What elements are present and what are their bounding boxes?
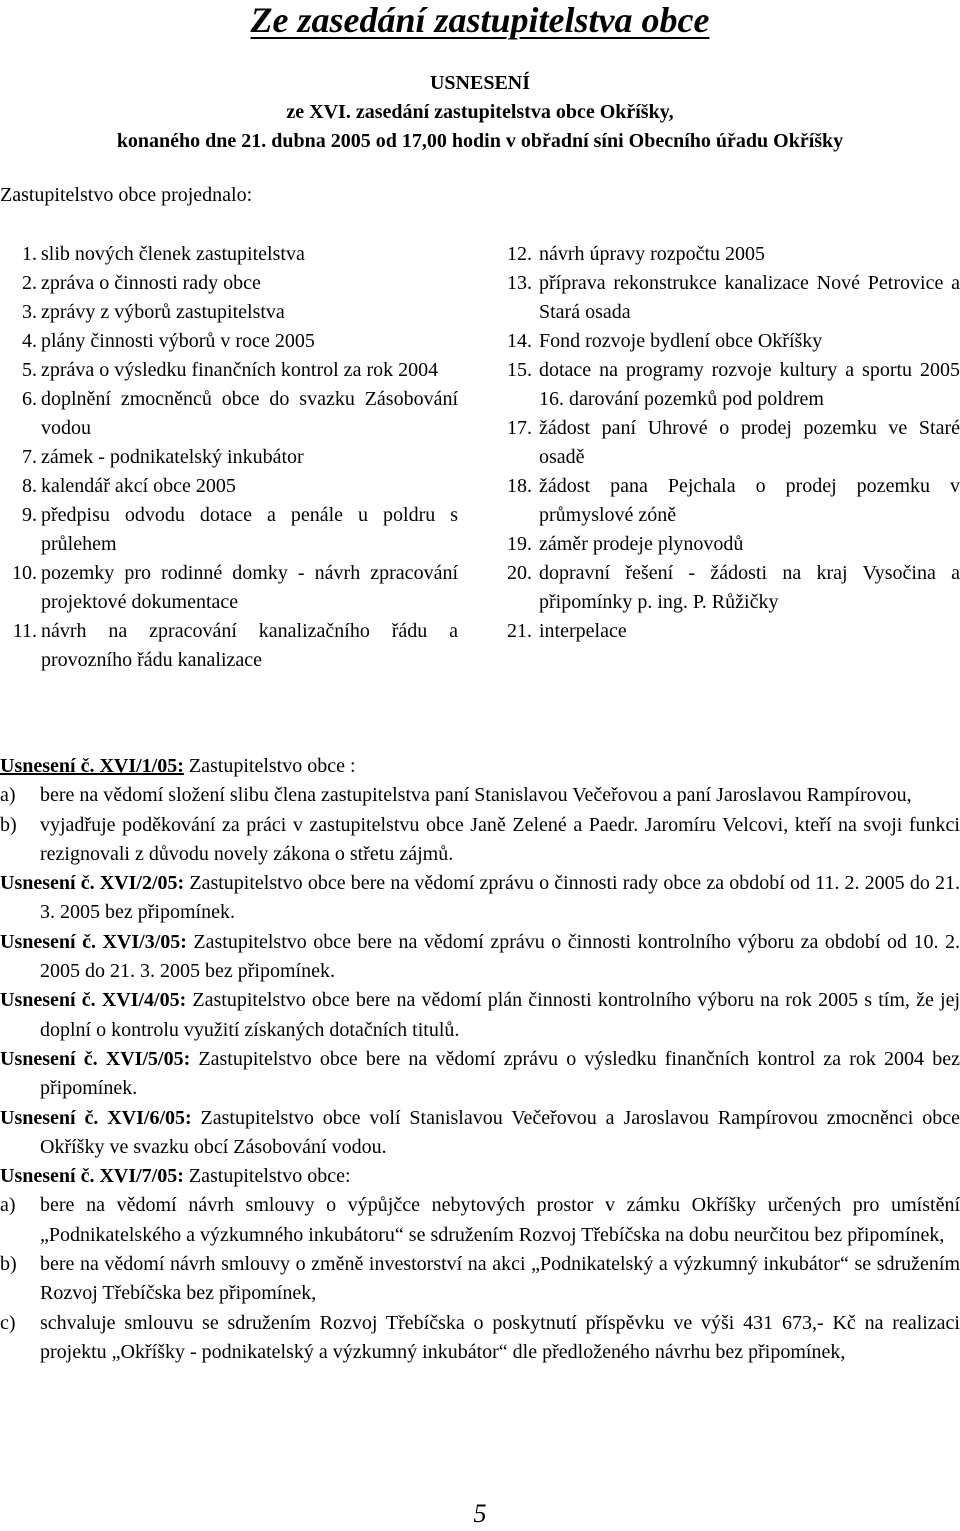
agenda-item-text: pozemky pro rodinné domky - návrh zpracování projektové dokumentace <box>41 562 458 613</box>
resolution-text: Zastupitelstvo obce bere na vědomí zprávu o činnosti kontrolního výboru za období od 10. 2. 2005 do 21. 3. 2005 bez připomínek. <box>40 930 960 983</box>
agenda-item-text: dotace na programy rozvoje kultury a sportu 2005 16. darování pozemků pod poldrem <box>539 359 960 410</box>
subitem-text: bere na vědomí návrh smlouvy o změně investorství na akci „Podnikatelský a výzkumný inkubátor“ se sdružením Rozvoj Třebíčska bez připomínek, <box>40 1253 960 1305</box>
resolution-subitem <box>0 781 960 810</box>
subitem-text: vyjadřuje poděkování za práci v zastupitelstvu obce Janě Zelené a Paedr. Jaromíru Velcovi, kteří na svoji funkci rezignovali z důvodu novely zákona o střetu zájmů. <box>40 813 960 865</box>
agenda-item <box>496 269 960 327</box>
agenda-intro: Zastupitelstvo obce projednalo: <box>0 184 253 206</box>
agenda-item <box>0 298 458 327</box>
agenda-item <box>496 617 960 646</box>
resolution-label: Usnesení č. XVI/2/05: <box>0 872 185 895</box>
agenda-item <box>0 356 458 385</box>
subitem-text: bere na vědomí složení slibu člena zastupitelstva paní Stanislavou Večeřovou a paní Jaroslavou Rampírovou, <box>40 784 912 807</box>
agenda-item-text: interpelace <box>539 620 627 642</box>
agenda-item-number: 6. <box>22 388 37 410</box>
resolution-2 <box>0 869 960 928</box>
agenda-item-number: 7. <box>22 446 37 468</box>
agenda-item-text: zámek - podnikatelský inkubátor <box>41 446 304 468</box>
subitem-letter: b) <box>0 813 17 836</box>
agenda-item <box>496 240 960 269</box>
resolution-label: Usnesení č. XVI/4/05: <box>0 989 187 1012</box>
agenda-item-number: 5. <box>22 359 37 381</box>
agenda-item-text: dopravní řešení - žádosti na kraj Vysočina a připomínky p. ing. P. Růžičky <box>539 562 960 613</box>
agenda-item <box>0 617 458 675</box>
subitem-text: bere na vědomí návrh smlouvy o výpůjčce nebytových prostor v zámku Okříšky určených pro umístění „Podnikatelského a výzkumného inkubátoru“ se sdružením Rozvoj Třebíčska na dobu neurčitou bez připomínek, <box>40 1194 960 1246</box>
resolution-text: Zastupitelstvo obce bere na vědomí zprávu o činnosti rady obce za období od 11. 2. 2005 do 21. 3. 2005 bez připomínek. <box>40 872 960 924</box>
agenda-item-number: 9. <box>22 504 37 526</box>
agenda-item-text: žádost pana Pejchala o prodej pozemku v průmyslové zóně <box>539 475 960 526</box>
agenda-item-text: žádost paní Uhrové o prodej pozemku ve Staré osadě <box>539 417 960 468</box>
resolution-1 <box>0 752 960 781</box>
subitem-letter: a) <box>0 784 16 807</box>
resolution-label: Usnesení č. XVI/6/05: <box>0 1106 192 1129</box>
agenda-item <box>0 240 458 269</box>
agenda-item-text: příprava rekonstrukce kanalizace Nové Petrovice a Stará osada <box>539 272 960 323</box>
agenda-item-number: 1. <box>22 243 37 265</box>
agenda-item <box>0 443 458 472</box>
resolution-subitem <box>0 1309 960 1368</box>
agenda-item-number: 15. <box>507 359 532 381</box>
agenda-item-number: 3. <box>22 301 37 323</box>
resolution-text: Zastupitelstvo obce : <box>183 755 356 777</box>
agenda-item <box>496 559 960 617</box>
agenda-item-text: zprávy z výborů zastupitelstva <box>41 301 285 323</box>
agenda-item-number: 11. <box>12 620 37 642</box>
subitem-letter: a) <box>0 1194 16 1217</box>
agenda-item-text: doplnění zmocněnců obce do svazku Zásobování vodou <box>41 388 458 439</box>
resolution-heading: USNESENÍ <box>429 72 531 94</box>
agenda-item-text: návrh úpravy rozpočtu 2005 <box>539 243 766 265</box>
agenda-item-number: 13. <box>507 272 532 294</box>
agenda-item <box>0 559 458 617</box>
resolution-text: Zastupitelstvo obce: <box>183 1165 351 1188</box>
agenda-item <box>496 530 960 559</box>
page-number: 5 <box>473 1499 487 1528</box>
agenda-item-number: 18. <box>507 475 532 497</box>
agenda-item-text: Fond rozvoje bydlení obce Okříšky <box>539 330 823 352</box>
agenda-item <box>0 327 458 356</box>
resolution-3 <box>0 928 960 987</box>
page-title: Ze zasedání zastupitelstva obce <box>250 0 710 40</box>
agenda-item-text: záměr prodeje plynovodů <box>539 533 744 555</box>
agenda-item-number: 17. <box>507 417 532 439</box>
resolution-text: Zastupitelstvo obce bere na vědomí zprávu o výsledku finančních kontrol za rok 2004 bez připomínek. <box>40 1047 960 1100</box>
resolutions-section <box>0 752 960 1367</box>
resolution-6 <box>0 1104 960 1163</box>
agenda-item-text: předpisu odvodu dotace a penále u poldru s průlehem <box>41 504 458 555</box>
resolution-subitem <box>0 1250 960 1309</box>
agenda-item-number: 8. <box>22 475 37 497</box>
agenda-item <box>0 269 458 298</box>
resolution-4 <box>0 986 960 1045</box>
agenda-item-number: 12. <box>507 243 532 265</box>
resolution-text: Zastupitelstvo obce volí Stanislavou Večeřovou a Jaroslavou Rampírovou zmocněnci obce Okříšky ve svazku obcí Zásobování vodou. <box>40 1106 960 1158</box>
agenda-item-number: 4. <box>22 330 37 352</box>
agenda-item-text: slib nových členek zastupitelstva <box>41 243 305 265</box>
agenda-list-left <box>0 240 458 675</box>
resolution-label: Usnesení č. XVI/3/05: <box>0 930 187 953</box>
agenda-item-text: návrh na zpracování kanalizačního řádu a provozního řádu kanalizace <box>41 620 458 671</box>
agenda-item <box>496 356 960 414</box>
subitem-letter: c) <box>0 1311 16 1334</box>
resolution-label: Usnesení č. XVI/7/05: <box>0 1165 184 1188</box>
resolution-7 <box>0 1162 960 1191</box>
agenda-item-number: 14. <box>507 330 532 352</box>
agenda-item <box>0 385 458 443</box>
resolution-label: Usnesení č. XVI/5/05: <box>0 1047 191 1070</box>
resolution-subitem <box>0 811 960 870</box>
resolution-label: Usnesení č. XVI/1/05: <box>0 755 184 777</box>
agenda-item <box>496 414 960 472</box>
agenda-item <box>0 472 458 501</box>
subitem-text: schvaluje smlouvu se sdružením Rozvoj Třebíčska o poskytnutí příspěvku ve výši 431 673,- Kč na realizaci projektu „Okříšky - podnikatelský a výzkumný inkubátor“ dle předloženého návrhu bez připomínek, <box>40 1311 960 1363</box>
agenda-list-right <box>496 240 960 646</box>
session-line: ze XVI. zasedání zastupitelstva obce Okříšky, <box>286 101 674 123</box>
agenda-item-text: kalendář akcí obce 2005 <box>41 475 236 497</box>
agenda-item-number: 20. <box>507 562 532 584</box>
subitem-letter: b) <box>0 1253 17 1276</box>
meeting-date-line: konaného dne 21. dubna 2005 od 17,00 hodin v obřadní síni Obecního úřadu Okříšky <box>116 130 844 152</box>
agenda-item <box>496 327 960 356</box>
resolution-subitem <box>0 1191 960 1250</box>
agenda-item <box>496 472 960 530</box>
resolution-5 <box>0 1045 960 1104</box>
agenda-item <box>0 501 458 559</box>
agenda-item-number: 10. <box>12 562 37 584</box>
agenda-item-number: 21. <box>507 620 532 642</box>
resolution-text: Zastupitelstvo obce bere na vědomí plán činnosti kontrolního výboru na rok 2005 s tím, že jej doplní o kontrolu využití získaných dotačních titulů. <box>40 989 960 1041</box>
agenda-item-text: zpráva o výsledku finančních kontrol za rok 2004 <box>41 359 439 381</box>
agenda-item-text: zpráva o činnosti rady obce <box>41 272 261 294</box>
agenda-item-number: 2. <box>22 272 37 294</box>
agenda-item-number: 19. <box>507 533 532 555</box>
agenda-item-text: plány činnosti výborů v roce 2005 <box>41 330 315 352</box>
